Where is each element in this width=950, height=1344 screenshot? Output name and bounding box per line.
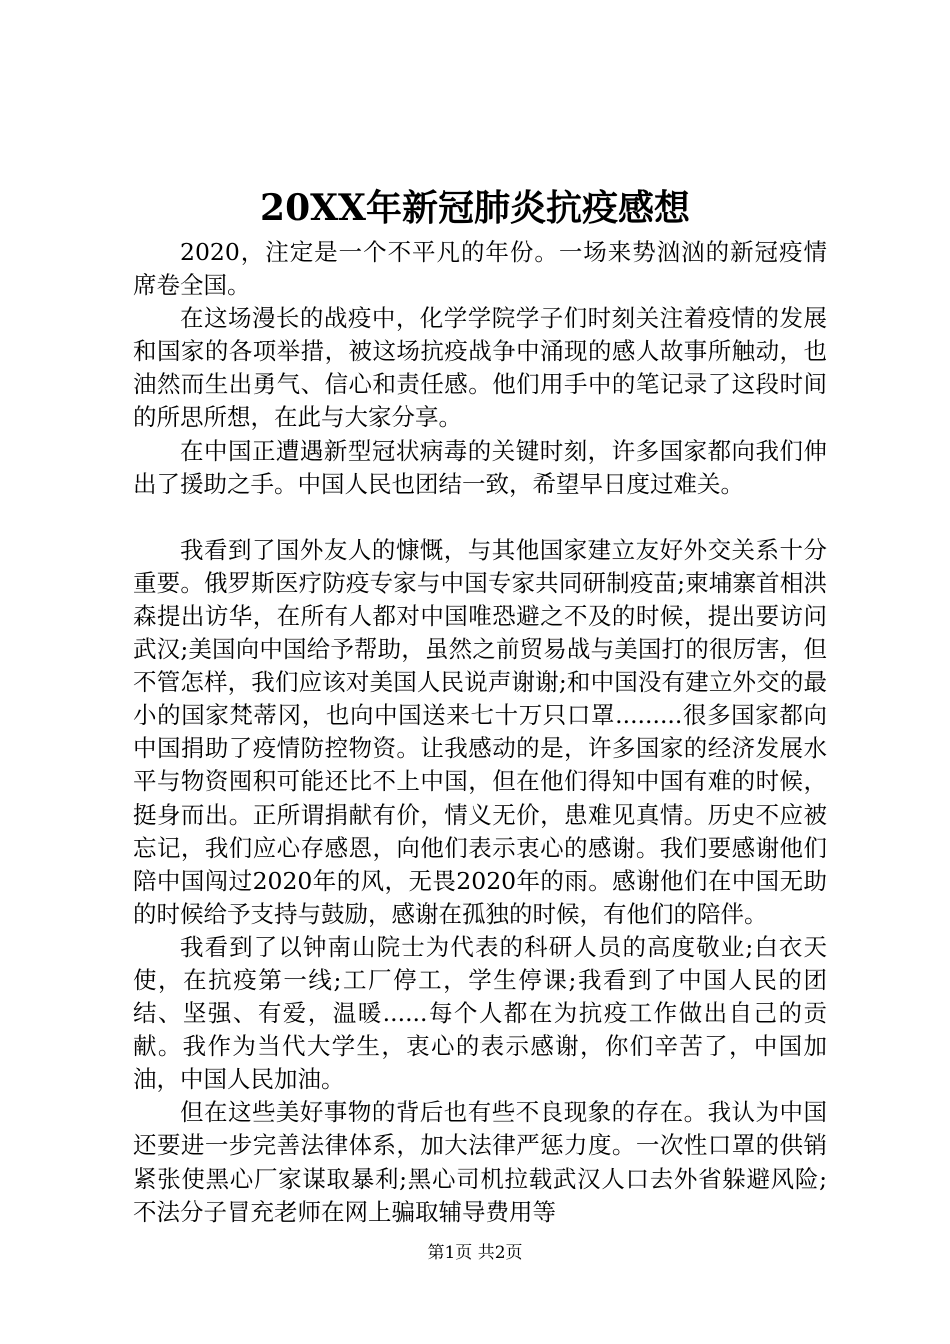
paragraph-4: 我看到了国外友人的慷慨，与其他国家建立友好外交关系十分重要。俄罗斯医疗防疫专家与中国专家共同研制疫苗;柬埔寨首相洪森提出访华，在所有人都对中国唯恐避之不及的时候，提出要访问武汉;美国向中国给予帮助，虽然之前贸易战与美国打的很厉害，但不管怎样，我们应该对美国人民说声谢谢;和中国没有建立外交的最小的国家梵蒂冈，也向中国送来七十万只口罩.........很多国家都向中国捐助了疫情防控物资。让我感动的是，许多国家的经济发展水平与物资囤积可能还比不上中国，但在他们得知中国有难的时候，挺身而出。正所谓捐献有价，情义无价，患难见真情。历史不应被忘记，我们应心存感恩，向他们表示衷心的感谢。我们要感谢他们陪中国闯过2020年的风，无畏2020年的雨。感谢他们在中国无助的时候给予支持与鼓励，感谢在孤独的时候，有他们的陪伴。	[133, 535, 827, 928]
paragraph-5: 我看到了以钟南山院士为代表的科研人员的高度敬业;白衣天使，在抗疫第一线;工厂停工，学生停课;我看到了中国人民的团结、坚强、有爱，温暖......每个人都在为抗疫工作做出自己的贡献。我作为当代大学生，衷心的表示感谢，你们辛苦了，中国加油，中国人民加油。	[133, 932, 827, 1094]
paragraph-2: 在这场漫长的战疫中，化学学院学子们时刻关注着疫情的发展和国家的各项举措，被这场抗疫战争中涌现的感人故事所触动，也油然而生出勇气、信心和责任感。他们用手中的笔记录了这段时间的所思所想，在此与大家分享。	[133, 304, 827, 432]
page-footer: 第1页 共2页	[427, 1243, 523, 1263]
paragraph-6: 但在这些美好事物的背后也有些不良现象的存在。我认为中国还要进一步完善法律体系，加大法律严惩力度。一次性口罩的供销紧张使黑心厂家谋取暴利;黑心司机拉载武汉人口去外省躲避风险;不法分子冒充老师在网上骗取辅导费用等	[133, 1098, 827, 1226]
document-title: 20XX年新冠肺炎抗疫感想	[260, 187, 690, 229]
paragraph-3: 在中国正遭遇新型冠状病毒的关键时刻，许多国家都向我们伸出了援助之手。中国人民也团结一致，希望早日度过难关。	[133, 436, 827, 498]
paragraph-1: 2020，注定是一个不平凡的年份。一场来势汹汹的新冠疫情席卷全国。	[133, 238, 827, 300]
document-body	[133, 236, 827, 1229]
